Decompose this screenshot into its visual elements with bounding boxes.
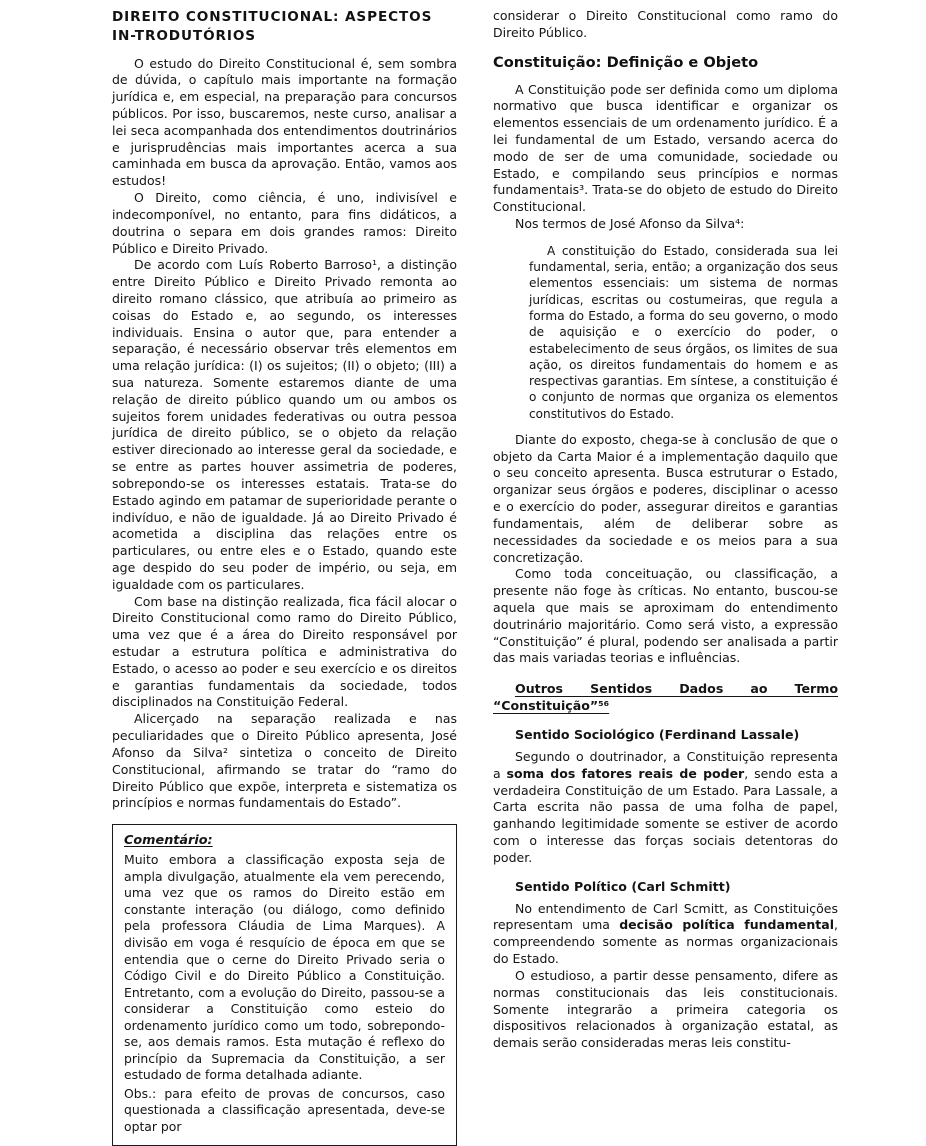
body-paragraph: Com base na distinção realizada, fica fácil alocar o Direito Constitucional como ramo do Direito Público, uma vez que é a área do Direito responsável por estudar a estrutura política e administrativa do Estado, o acesso ao poder e seu exercício e os direitos e garantias fundamentais da sociedade, todos disciplinados na Constituição Federal. [112, 593, 457, 710]
comment-box-label: Comentário: [124, 833, 213, 849]
comment-box [112, 824, 457, 1145]
block-quote-text: A constituição do Estado, considerada sua lei fundamental, seria, então; a organização dos seus elementos essenciais: um sistema de normas jurídicas, escritas ou costumeiras, que regula a forma do Estado, a forma do seu governo, o modo de aquisição e o exercício do poder, o estabelecimento de seus órgãos, os limites de sua ação, os direitos fundamentais do homem e as respectivas garantias. Em síntese, a constituição é o conjunto de normas que organiza os elementos constitutivos do Estado. [529, 243, 838, 421]
left-column [112, 8, 457, 1134]
comment-box-paragraph: Obs.: para efeito de provas de concursos, caso questionada a classificação apresentada, deve-se optar por [124, 1085, 445, 1134]
section-title: Constituição: Definição e Objeto [493, 53, 759, 71]
body-paragraph: O estudo do Direito Constitucional é, sem sombra de dúvida, o capítulo mais importante na formação jurídica e, em especial, na preparação para concursos públicos. Por isso, buscaremos, neste curso, analisar a lei seca acompanhada dos entendimentos doutrinários e jurisprudências mais importantes acerca a sua caminhada em busca da aprovação. Então, vamos aos estudos! [112, 55, 457, 189]
body-paragraph: No entendimento de Carl Scmitt, as Constituições representam uma decisão política fundamental, compreendendo somente as normas organizacionais do Estado. [493, 900, 838, 967]
body-paragraph: De acordo com Luís Roberto Barroso¹, a distinção entre Direito Público e Direito Privado remonta ao direito romano clássico, que atribuía ao primeiro as coisas do Estado e, ao segundo, os interesses individuais. Ensina o autor que, para entender a separação, é necessário observar três elementos em uma relação jurídica: (I) os sujeitos; (II) o objeto; (III) a sua natureza. Somente estaremos diante de uma relação de direito público quando um ou ambos os sujeitos forem unidades federativas ou outra pessoa jurídica de direito público, se o objeto da relação estiver direcionado ao interesse geral da sociedade, e se entre as partes houver assimetria de poderes, sobrepondo-se os interesses estatais. Trata-se do Estado agindo em patamar de superioridade perante o indivíduo, e não de igualdade. Já ao Direito Privado é acometida a disciplina das relações entre os particulares, ou entre eles e o Estado, quando este age despido do seu poder de império, ou seja, em igualdade com os particulares. [112, 257, 457, 592]
body-paragraph: O Direito, como ciência, é uno, indivisível e indecomponível, no entanto, para fins didáticos, a doutrina o separa em dois grandes ramos: Direito Público e Direito Privado. [112, 190, 457, 256]
body-paragraph: A Constituição pode ser definida como um diploma normativo que busca identificar e organizar os elementos essenciais de um ordenamento jurídico. É a lei fundamental de um Estado, versando acerca do modo de ser de uma comunidade, sociedade ou Estado, e compilando seus princípios e normas fundamentais³. Trata-se do objeto de estudo do Direito Constitucional. [493, 81, 838, 215]
body-paragraph: Diante do exposto, chega-se à conclusão de que o objeto da Carta Maior é a implementação daquilo que o seu conceito apresenta. Busca estruturar o Estado, organizar seus órgãos e poderes, disciplinar o acesso e o exercício do poder, assegurar direitos e garantias fundamentais, além de deliberar sobre as necessidades da sociedade e os meios para a sua concretização. [493, 431, 838, 565]
body-paragraph: O estudioso, a partir desse pensamento, difere as normas constitucionais das leis constitucionais. Somente integrarão a primeira categoria os dispositivos relacionados à organização estatal, as demais serão consideradas meras leis constitu- [493, 967, 838, 1051]
subsection-group-heading: Outros Sentidos Dados ao Termo “Constituição”⁵⁶ [493, 681, 838, 714]
comment-box-paragraph: Muito embora a classificação exposta seja de ampla divulgação, atualmente ela vem perecendo, uma vez que os ramos do Direito estão em constante interação (ou diálogo, como definido pela professora Cláudia de Lima Marques). A divisão em voga é resquício de época em que se entendia que o cerne do Direito Privado seria o Código Civil e do Direito Público a Constituição. Entretanto, com a evolução do Direito, passou-se a considerar a Constituição como esteio do ordenamento jurídico como um todo, sobrepondo-se, aos demais ramos. Esta mutação é reflexo do princípio da Supremacia da Constituição, a ser estudado de forma detalhada adiante. [124, 852, 445, 1083]
right-column [493, 8, 838, 1051]
subsection-heading-politico: Sentido Político (Carl Schmitt) [515, 878, 731, 894]
body-paragraph: Como toda conceituação, ou classificação, a presente não foge às críticas. No entanto, buscou-se aquela que mais se aproximam do entendimento doutrinário majoritário. Como será visto, a expressão “Constituição” é plural, podendo ser analisada a partir das mais variadas teorias e influências. [493, 566, 838, 666]
block-quote [529, 243, 838, 422]
two-column-layout [112, 8, 898, 1134]
continuation-paragraph: considerar o Direito Constitucional como ramo do Direito Público. [493, 8, 838, 40]
body-paragraph: Segundo o doutrinador, a Constituição representa a soma dos fatores reais de poder, sendo esta a verdadeira Constituição de um Estado. Para Lassale, a Carta escrita não passa de uma folha de papel, ganhando legitimidade somente se estiver de acordo com o interesse das forças sociais detentoras do poder. [493, 749, 838, 865]
chapter-title: DIREITO CONSTITUCIONAL: ASPECTOS IN-TRODUTÓRIOS [112, 9, 433, 45]
body-paragraph: Nos termos de José Afonso da Silva⁴: [515, 216, 745, 232]
subsection-heading-sociologico: Sentido Sociológico (Ferdinand Lassale) [515, 727, 800, 743]
body-paragraph: Alicerçado na separação realizada e nas peculiaridades que o Direito Público apresenta, José Afonso da Silva² sintetiza o conceito de Direito Constitucional, afirmando se tratar do “ramo do Direito Público que expõe, interpreta e sistematiza os princípios e normas fundamentais do Estado”. [112, 711, 457, 811]
